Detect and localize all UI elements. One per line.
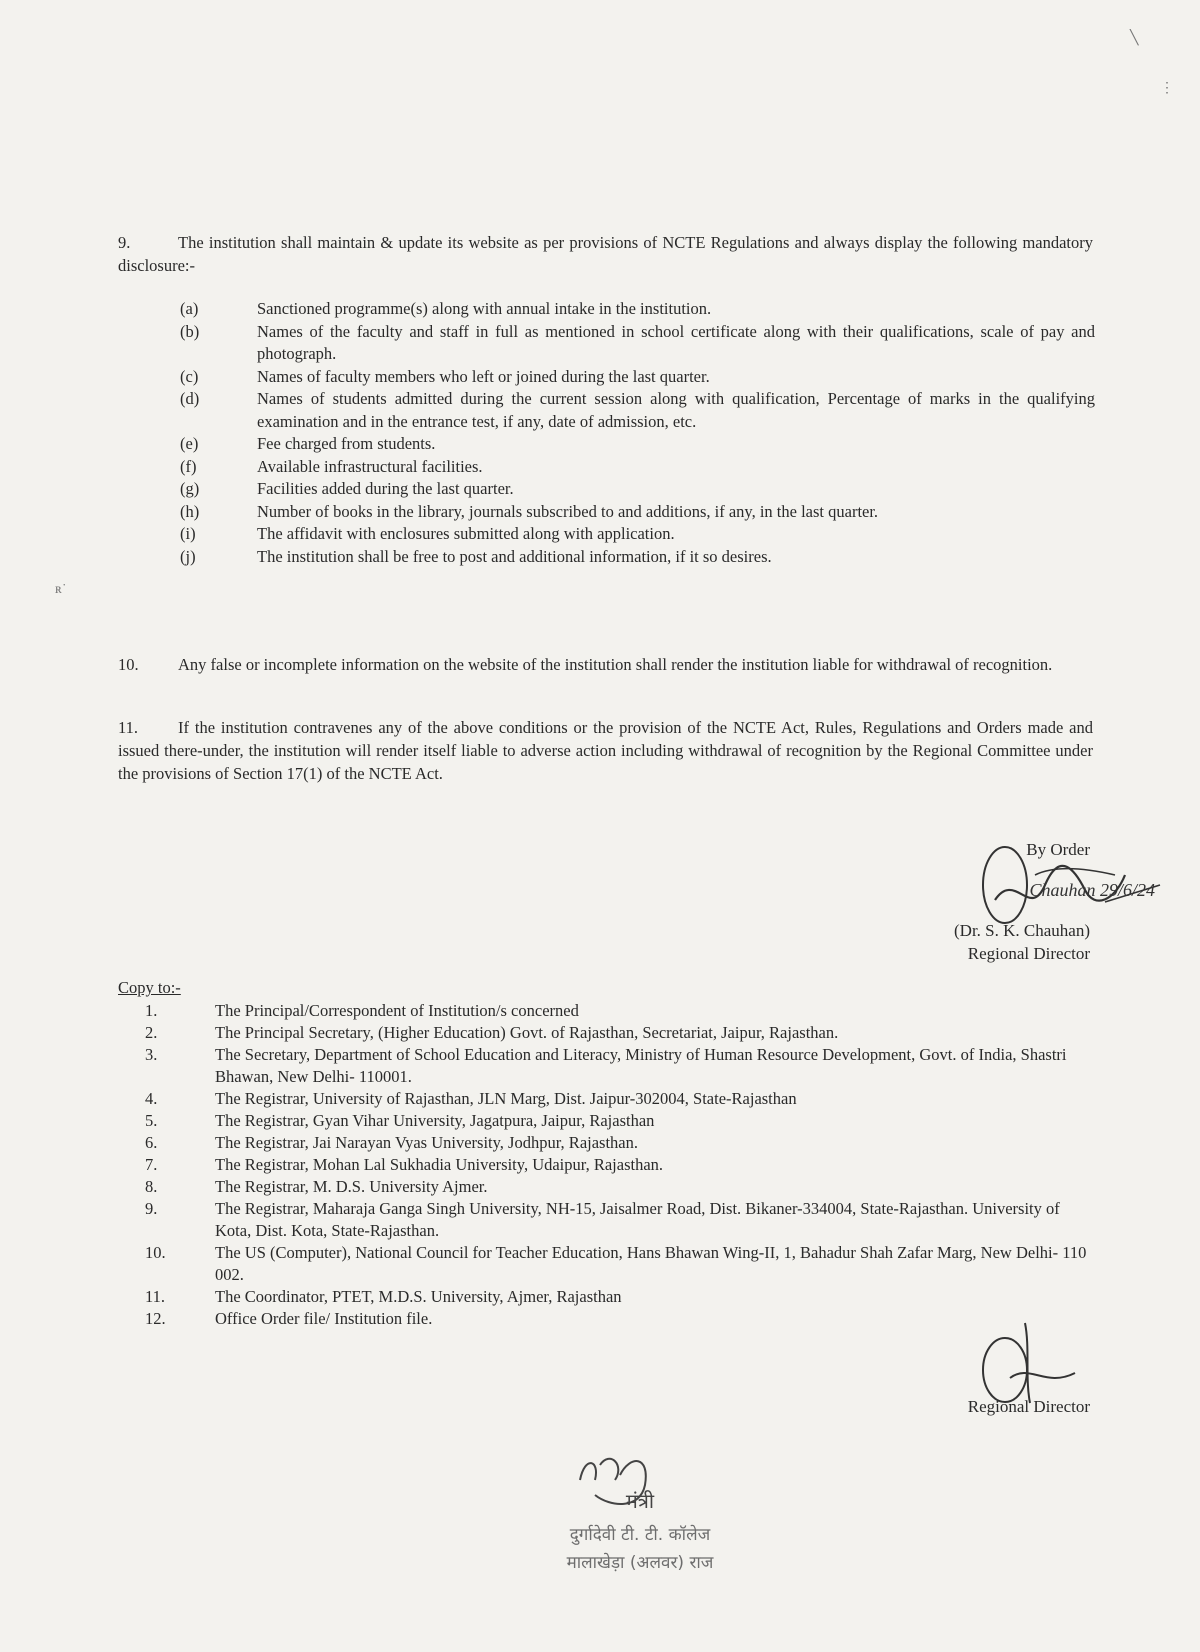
item-label: (i) — [180, 524, 196, 543]
item-label: (e) — [180, 434, 199, 453]
by-order-text: By Order — [1026, 840, 1090, 859]
signatory-title-text: Regional Director — [967, 944, 1090, 963]
list-item — [145, 1154, 1095, 1176]
list-item — [180, 321, 1095, 366]
item-number: 9. — [145, 1199, 158, 1218]
signatory-title-2-text: Regional Director — [967, 1397, 1090, 1416]
item-text: The Principal/Correspondent of Institution/s concerned — [215, 1001, 579, 1020]
item-text: The Coordinator, PTET, M.D.S. University, Ajmer, Rajasthan — [215, 1287, 622, 1306]
item-number: 8. — [145, 1177, 158, 1196]
stamp-line-1: दुर्गादेवी टी. टी. कॉलेज — [569, 1525, 711, 1545]
item-text: Sanctioned programme(s) along with annual intake in the institution. — [257, 299, 712, 318]
item-label: (b) — [180, 321, 200, 341]
signature-handwriting — [1005, 880, 1155, 901]
disclosure-list — [180, 298, 1095, 568]
item-number: 2. — [145, 1023, 158, 1042]
list-item — [180, 546, 1095, 569]
list-item — [145, 1242, 1095, 1286]
item-text: The Registrar, Gyan Vihar University, Jagatpura, Jaipur, Rajasthan — [215, 1111, 655, 1130]
list-item — [180, 298, 1095, 321]
list-item — [145, 1198, 1095, 1242]
item-text: The Registrar, Maharaja Ganga Singh University, NH-15, Jaisalmer Road, Dist. Bikaner-334004, State-Rajasthan. University of Kota, Dist. Kota, State-Rajasthan. — [215, 1199, 1060, 1240]
item-number: 7. — [145, 1155, 158, 1174]
copy-to-list — [145, 1000, 1095, 1330]
list-item — [145, 1000, 1095, 1022]
item-text: Number of books in the library, journals subscribed to and additions, if any, in the last quarter. — [257, 501, 879, 521]
item-label: (c) — [180, 366, 199, 386]
item-label: (f) — [180, 456, 197, 476]
item-text: Names of faculty members who left or joined during the last quarter. — [257, 366, 710, 386]
item-label: (h) — [180, 501, 200, 521]
item-text: Fee charged from students. — [257, 434, 436, 453]
paragraph-number: 10. — [118, 655, 139, 674]
scan-mark: ʀ˙ — [55, 582, 67, 597]
item-text: Available infrastructural facilities. — [257, 456, 483, 476]
list-item — [145, 1022, 1095, 1044]
item-text: Facilities added during the last quarter. — [257, 479, 514, 498]
list-item — [180, 478, 1095, 501]
item-text: The Registrar, Jai Narayan Vyas University, Jodhpur, Rajasthan. — [215, 1133, 638, 1152]
item-number: 12. — [145, 1309, 166, 1328]
scan-mark: ⋮ — [1160, 81, 1174, 96]
item-text: The Principal Secretary, (Higher Education) Govt. of Rajasthan, Secretariat, Jaipur, Rajasthan. — [215, 1023, 839, 1042]
item-text: The affidavit with enclosures submitted along with application. — [257, 524, 675, 543]
scan-mark: ╲ — [1130, 31, 1139, 46]
paragraph-number: 9. — [118, 233, 131, 252]
stamp-line-2: मालाखेड़ा (अलवर) राज — [566, 1553, 714, 1573]
list-item — [145, 1286, 1095, 1308]
item-number: 4. — [145, 1089, 158, 1108]
item-text: Office Order file/ Institution file. — [215, 1309, 433, 1328]
item-text: The Registrar, M. D.S. University Ajmer. — [215, 1177, 488, 1196]
by-order-line — [900, 840, 1090, 860]
item-number: 5. — [145, 1111, 158, 1130]
list-item — [180, 366, 1095, 389]
item-number: 11. — [145, 1287, 166, 1306]
item-text: The Registrar, University of Rajasthan, JLN Marg, Dist. Jaipur-302004, State-Rajasthan — [215, 1089, 797, 1108]
stamp-signature-text: मंत्री — [625, 1489, 655, 1513]
paragraph-text: Any false or incomplete information on the website of the institution shall render the institution liable for withdrawal of recognition. — [178, 655, 1053, 674]
paragraph-11 — [118, 716, 1093, 785]
list-item — [180, 388, 1095, 433]
signatory-name-text: (Dr. S. K. Chauhan) — [954, 921, 1090, 940]
signatory-title — [850, 944, 1090, 964]
paragraph-10 — [118, 653, 1093, 676]
list-item — [145, 1044, 1095, 1088]
signature-handwriting-text: Chauhan 29/6/24 — [1029, 880, 1155, 900]
item-text: The Secretary, Department of School Education and Literacy, Ministry of Human Resource Development, Govt. of India, Shastri Bhawan, New Delhi- 110001. — [215, 1045, 1067, 1086]
paragraph-number: 11. — [118, 718, 139, 737]
list-item — [145, 1132, 1095, 1154]
item-number: 3. — [145, 1045, 158, 1064]
item-number: 1. — [145, 1001, 158, 1020]
list-item — [180, 433, 1095, 456]
paragraph-text: The institution shall maintain & update its website as per provisions of NCTE Regulations and always display the following mandatory disclosure:- — [118, 233, 1093, 275]
signatory-name — [850, 921, 1090, 941]
item-text: Names of the faculty and staff in full as mentioned in school certificate along with their qualifications, scale of pay and photograph. — [257, 321, 1095, 363]
paragraph-9 — [118, 231, 1093, 277]
item-text: The US (Computer), National Council for Teacher Education, Hans Bhawan Wing-II, 1, Bahadur Shah Zafar Marg, New Delhi- 110 002. — [215, 1243, 1087, 1284]
paragraph-text: If the institution contravenes any of the above conditions or the provision of the NCTE Act, Rules, Regulations and Orders made and issued there-under, the institution will render itself liable to adverse action including withdrawal of recognition by the Regional Committee under the provisions of Section 17(1) of the NCTE Act. — [118, 718, 1093, 783]
item-label: (j) — [180, 546, 196, 566]
list-item — [145, 1308, 1095, 1330]
item-label: (d) — [180, 389, 200, 408]
item-number: 10. — [145, 1243, 166, 1262]
list-item — [145, 1176, 1095, 1198]
item-text: The institution shall be free to post and additional information, if it so desires. — [257, 546, 772, 566]
list-item — [180, 456, 1095, 479]
item-text: The Registrar, Mohan Lal Sukhadia University, Udaipur, Rajasthan. — [215, 1155, 664, 1174]
item-text: Names of students admitted during the current session along with qualification, Percentage of marks in the qualifying examination and in the entrance test, if any, date of admission, etc. — [257, 389, 1095, 431]
signatory-title-2 — [900, 1397, 1090, 1417]
item-label: (a) — [180, 299, 199, 318]
list-item — [180, 523, 1095, 546]
item-label: (g) — [180, 479, 200, 498]
list-item — [145, 1110, 1095, 1132]
list-item — [180, 501, 1095, 524]
copy-to-heading: Copy to:- — [118, 978, 181, 997]
list-item — [145, 1088, 1095, 1110]
item-number: 6. — [145, 1133, 158, 1152]
